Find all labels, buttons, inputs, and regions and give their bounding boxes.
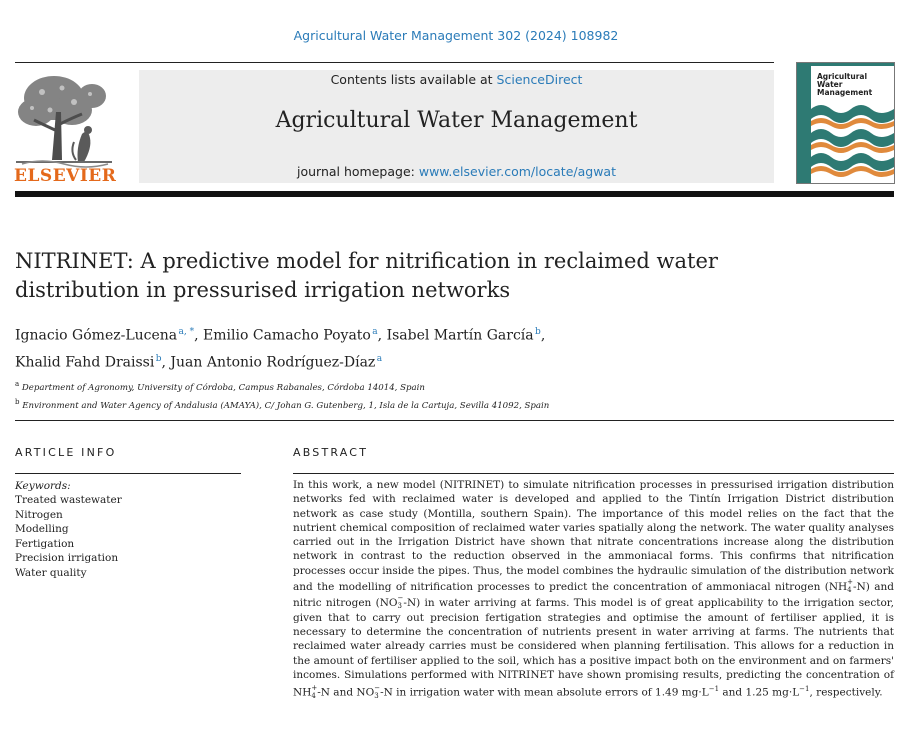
abstract-rule xyxy=(293,473,894,474)
abstract-segment: and 1.25 mg·L xyxy=(719,686,800,699)
author-separator: , xyxy=(194,327,204,344)
keywords-list xyxy=(15,493,122,580)
keyword-item: Nitrogen xyxy=(15,508,63,521)
no3-subscript: 3 xyxy=(397,602,402,611)
affiliation-b xyxy=(15,395,815,413)
author-affiliation-marker[interactable]: b xyxy=(155,353,162,364)
keyword-item: Fertigation xyxy=(15,537,75,550)
journal-cover-thumbnail[interactable] xyxy=(796,62,895,184)
affiliation-mark: a xyxy=(15,380,20,388)
author-list xyxy=(15,321,815,374)
abstract-text xyxy=(293,478,894,700)
keyword-item: Water quality xyxy=(15,566,87,579)
unit-exponent: −1 xyxy=(708,685,720,694)
no3-charge: − xyxy=(397,594,404,603)
nh4-charge: + xyxy=(847,578,854,587)
homepage-line xyxy=(139,164,774,179)
nh4-subscript: 4 xyxy=(311,691,316,700)
author-separator: , xyxy=(540,327,546,344)
keywords-label: Keywords: xyxy=(15,480,71,492)
author-affiliation-marker[interactable]: a, * xyxy=(178,327,195,337)
keyword-item: Modelling xyxy=(15,523,69,535)
journal-title[interactable]: Agricultural Water Management xyxy=(275,108,638,133)
sciencedirect-link[interactable]: ScienceDirect xyxy=(496,72,583,87)
nh4-subscript: 4 xyxy=(847,586,852,595)
abstract-heading: ABSTRACT xyxy=(293,446,369,459)
abstract-segment: -N) in water arriving at farms. This model is of great applicability to the irrigation sector, given that to carry out precision fertigation strategies and optimise the amount of fertiliser applied, it is necessary to determine the concentration of nutrients present in water arriving at farms. The nutrients that reclaimed water already carries must be considered when planning fertilisation. This allows for a reduction in the amount of fertiliser applied to the soil, which has a positive impact both on the environment and on farmers' incomes. Simulations performed with NITRINET have shown promising results, predicting the concentration of NH xyxy=(293,597,894,699)
affiliation-text: Department of Agronomy, University of Córdoba, Campus Rabanales, Córdoba 14014, Spain xyxy=(21,382,425,393)
affiliation-mark: b xyxy=(15,397,20,406)
author-affiliation-marker[interactable]: b xyxy=(535,327,541,337)
author-affiliation-marker[interactable]: a xyxy=(376,353,383,364)
abstract-segment: -N and NO xyxy=(317,686,375,699)
contents-prefix: Contents lists available at xyxy=(330,72,497,87)
author-name[interactable]: Isabel Martín García xyxy=(386,327,534,344)
no3-subscript: 3 xyxy=(374,691,379,700)
nh4-charge: + xyxy=(311,683,318,692)
keyword-item: Treated wastewater xyxy=(15,494,122,506)
author-separator: , xyxy=(377,327,387,344)
no3-charge: − xyxy=(374,683,381,692)
affiliations xyxy=(15,377,815,413)
article-info-heading: ARTICLE INFO xyxy=(15,446,117,459)
cover-journal-title: Agricultural Water Management xyxy=(817,72,873,97)
author-name[interactable]: Khalid Fahd Draissi xyxy=(15,354,155,371)
article-title: NITRINET: A predictive model for nitrification in reclaimed water distribution in pressurised irrigation networks xyxy=(15,249,718,302)
author-separator: , xyxy=(161,354,171,371)
article-info-rule xyxy=(15,473,241,474)
section-divider xyxy=(15,420,894,421)
keyword-item: Precision irrigation xyxy=(15,552,119,564)
unit-exponent: −1 xyxy=(799,685,810,694)
journal-citation[interactable]: Agricultural Water Management 302 (2024) 108982 xyxy=(293,28,619,43)
header-divider xyxy=(15,191,894,197)
homepage-prefix: journal homepage: xyxy=(297,164,419,179)
elsevier-wordmark[interactable]: ELSEVIER xyxy=(14,166,117,186)
abstract-segment: In this work, a new model (NITRINET) to simulate nitrification processes in pressurised irrigation distribution networks fed with reclaimed water is developed and applied to the Tintín Irrigation District distribution network as case study (Montilla, southern Spain). The importance of this model relies on the fact that the nutrient chemical composition of reclaimed water varies spatially along the network. The water quality analyses carried out in the Irrigation District have shown that nitrate concentrations increase along the distribution network in contrast to the reduction observed in the ammoniacal forms. This confirms that nitrification processes occur inside the pipes. Thus, the model combines the hydraulic simulation of the distribution network and the modelling of nitrification processes to predict the concentration of ammoniacal nitrogen (NH xyxy=(293,479,894,594)
affiliation-a xyxy=(15,377,815,395)
author-name[interactable]: Emilio Camacho Poyato xyxy=(203,327,371,344)
abstract-segment: -N) and nitric nitrogen (NO xyxy=(293,581,895,610)
masthead-top-rule xyxy=(15,62,774,63)
author-name[interactable]: Juan Antonio Rodríguez-Díaz xyxy=(170,354,376,371)
abstract-segment: -N in irrigation water with mean absolute errors of 1.49 mg·L xyxy=(380,686,709,699)
author-name[interactable]: Ignacio Gómez-Lucena xyxy=(15,327,178,344)
affiliation-text: Environment and Water Agency of Andalusia (AMAYA), C/ Johan G. Gutenberg, 1, Isla de la Cartuja, Sevilla 41092, Spain xyxy=(22,400,550,411)
journal-homepage-link[interactable]: www.elsevier.com/locate/agwat xyxy=(418,164,616,179)
abstract-segment: , respectively. xyxy=(809,686,883,699)
contents-line xyxy=(139,72,774,87)
author-affiliation-marker[interactable]: a xyxy=(372,327,378,337)
